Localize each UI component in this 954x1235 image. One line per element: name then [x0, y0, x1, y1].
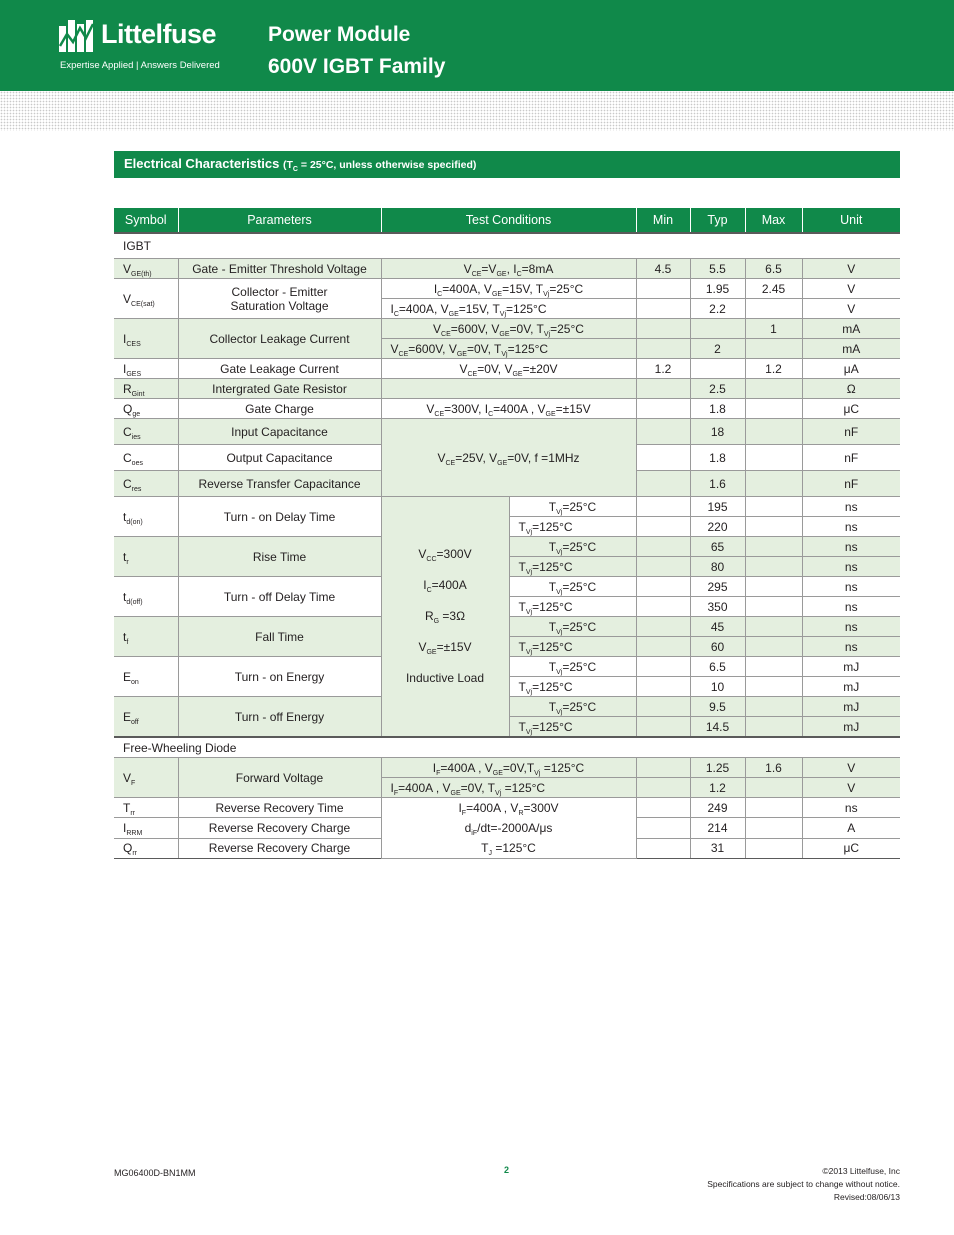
col-max: Max — [745, 208, 802, 233]
symbol-cell: $t_f$ — [114, 617, 178, 657]
unit-cell: A — [802, 818, 900, 838]
max-cell: 1.6 — [745, 758, 802, 778]
table-row — [114, 359, 900, 379]
unit-cell: ns — [802, 517, 900, 537]
unit-cell: ns — [802, 497, 900, 517]
unit-cell: μA — [802, 359, 900, 379]
igbt-label: IGBT — [114, 233, 900, 259]
condition-cell: $V_{CE}=300V$, $I_C=400A$ , $V_{GE}=\pm 15V$ — [381, 399, 636, 419]
unit-cell: mA — [802, 319, 900, 339]
col-typ: Typ — [690, 208, 745, 233]
max-cell: 1 — [745, 319, 802, 339]
unit-cell: V — [802, 758, 900, 778]
symbol-cell: $C_{res}$ — [114, 471, 178, 497]
min-cell — [636, 319, 690, 339]
unit-cell: ns — [802, 798, 900, 818]
typ-cell: 1.25 — [690, 758, 745, 778]
min-cell — [636, 379, 690, 399]
max-cell — [745, 838, 802, 858]
symbol-cell: $t_{d(on)}$ — [114, 497, 178, 537]
typ-cell: 1.8 — [690, 399, 745, 419]
unit-cell: Ω — [802, 379, 900, 399]
temp-cell: $T_{Vj}=125^\circ C$ — [509, 677, 636, 697]
min-cell — [636, 517, 690, 537]
typ-cell: 10 — [690, 677, 745, 697]
footer-notice — [707, 1165, 900, 1204]
symbol-cell: $E_{off}$ — [114, 697, 178, 738]
parameter-cell: Turn - off Energy — [178, 697, 381, 738]
symbol-cell: $R_{Gint}$ — [114, 379, 178, 399]
unit-cell: mJ — [802, 697, 900, 717]
parameter-cell: Input Capacitance — [178, 419, 381, 445]
col-unit: Unit — [802, 208, 900, 233]
unit-cell: μC — [802, 838, 900, 858]
symbol-cell: $Q_{rr}$ — [114, 838, 178, 858]
symbol-cell: $I_{CES}$ — [114, 319, 178, 359]
table-row — [114, 419, 900, 445]
min-cell — [636, 537, 690, 557]
symbol-cell: $Q_{ge}$ — [114, 399, 178, 419]
typ-cell: 295 — [690, 577, 745, 597]
page-title — [268, 19, 445, 83]
symbol-cell: $T_{rr}$ — [114, 798, 178, 818]
table-row — [114, 758, 900, 778]
min-cell — [636, 557, 690, 577]
min-cell: 1.2 — [636, 359, 690, 379]
parameter-cell: Gate Charge — [178, 399, 381, 419]
unit-cell: mA — [802, 339, 900, 359]
min-cell — [636, 778, 690, 798]
min-cell: 4.5 — [636, 259, 690, 279]
min-cell — [636, 597, 690, 617]
max-cell: 6.5 — [745, 259, 802, 279]
min-cell — [636, 399, 690, 419]
max-cell — [745, 577, 802, 597]
max-cell — [745, 399, 802, 419]
unit-cell: ns — [802, 617, 900, 637]
typ-cell: 1.2 — [690, 778, 745, 798]
section-header — [114, 151, 900, 178]
typ-cell: 65 — [690, 537, 745, 557]
dot-pattern-band — [0, 91, 954, 131]
typ-cell: 5.5 — [690, 259, 745, 279]
min-cell — [636, 279, 690, 299]
temp-cell: $T_{Vj}=125^\circ C$ — [509, 557, 636, 577]
typ-cell: 1.8 — [690, 445, 745, 471]
min-cell — [636, 758, 690, 778]
parameter-cell: Reverse Recovery Time — [178, 798, 381, 818]
table-row — [114, 379, 900, 399]
typ-cell: 1.95 — [690, 279, 745, 299]
unit-cell: ns — [802, 597, 900, 617]
min-cell — [636, 617, 690, 637]
max-cell — [745, 419, 802, 445]
max-cell — [745, 339, 802, 359]
max-cell — [745, 471, 802, 497]
condition-cell: $V_{CE}=600V$, $V_{GE}=0V$, $T_{Vj}=25^\circ C$ — [381, 319, 636, 339]
min-cell — [636, 299, 690, 319]
typ-cell: 2 — [690, 339, 745, 359]
unit-cell: V — [802, 279, 900, 299]
max-cell — [745, 717, 802, 738]
typ-cell: 6.5 — [690, 657, 745, 677]
max-cell — [745, 818, 802, 838]
typ-cell: 220 — [690, 517, 745, 537]
condition-cell: $I_C=400A$, $V_{GE}=15V$, $T_{Vj}=125^\circ C$ — [381, 299, 636, 319]
col-parameters: Parameters — [178, 208, 381, 233]
temp-cell: $T_{Vj}=25^\circ C$ — [509, 577, 636, 597]
typ-cell — [690, 359, 745, 379]
min-cell — [636, 577, 690, 597]
symbol-cell: $t_r$ — [114, 537, 178, 577]
typ-cell: 249 — [690, 798, 745, 818]
unit-cell: mJ — [802, 717, 900, 738]
min-cell — [636, 717, 690, 738]
parameter-cell: Reverse Recovery Charge — [178, 838, 381, 858]
max-cell — [745, 637, 802, 657]
condition-cell-capacitance: $V_{CE}=25V$, $V_{GE}=0V$, f =1MHz — [381, 419, 636, 497]
parameter-cell: Reverse Recovery Charge — [178, 818, 381, 838]
page-header — [0, 0, 954, 91]
page-number: 2 — [504, 1165, 510, 1175]
col-test-conditions: Test Conditions — [381, 208, 636, 233]
section-title-text: Electrical Characteristics — [124, 156, 280, 171]
max-cell — [745, 299, 802, 319]
table-row — [114, 319, 900, 339]
symbol-cell: $t_{d(off)}$ — [114, 577, 178, 617]
parameter-cell: Forward Voltage — [178, 758, 381, 798]
temp-cell: $T_{Vj}=125^\circ C$ — [509, 597, 636, 617]
parameter-cell: Intergrated Gate Resistor — [178, 379, 381, 399]
unit-cell: ns — [802, 537, 900, 557]
condition-cell — [381, 379, 636, 399]
unit-cell: ns — [802, 577, 900, 597]
parameter-cell: Rise Time — [178, 537, 381, 577]
typ-cell: 214 — [690, 818, 745, 838]
parameter-cell: Turn - off Delay Time — [178, 577, 381, 617]
table-row — [114, 399, 900, 419]
section-row-igbt — [114, 233, 900, 259]
unit-cell: mJ — [802, 677, 900, 697]
typ-cell: 2.2 — [690, 299, 745, 319]
min-cell — [636, 445, 690, 471]
parameter-cell: Gate Leakage Current — [178, 359, 381, 379]
unit-cell: mJ — [802, 657, 900, 677]
unit-cell: nF — [802, 445, 900, 471]
min-cell — [636, 838, 690, 858]
table-row — [114, 279, 900, 299]
table-header-row — [114, 208, 900, 233]
unit-cell: V — [802, 299, 900, 319]
section-condition: ($T_C = 25^\circ C$, unless otherwise specified) — [283, 159, 477, 173]
symbol-cell: $C_{oes}$ — [114, 445, 178, 471]
parameter-cell: Turn - on Delay Time — [178, 497, 381, 537]
symbol-cell: $V_{CE(sat)}$ — [114, 279, 178, 319]
brand-tagline: Expertise Applied | Answers Delivered — [60, 60, 220, 71]
max-cell — [745, 677, 802, 697]
electrical-characteristics-table — [114, 208, 900, 859]
littelfuse-logo-icon — [59, 20, 95, 52]
fwd-label: Free-Wheeling Diode — [114, 737, 900, 758]
typ-cell: 14.5 — [690, 717, 745, 738]
max-cell — [745, 445, 802, 471]
typ-cell — [690, 319, 745, 339]
condition-cell: $V_{CE}=0V$, $V_{GE}=\pm 20V$ — [381, 359, 636, 379]
max-cell: 2.45 — [745, 279, 802, 299]
typ-cell: 2.5 — [690, 379, 745, 399]
max-cell — [745, 497, 802, 517]
min-cell — [636, 818, 690, 838]
condition-cell: $I_C=400A$, $V_{GE}=15V$, $T_{Vj}=25^\circ C$ — [381, 279, 636, 299]
typ-cell: 1.6 — [690, 471, 745, 497]
temp-cell: $T_{Vj}=25^\circ C$ — [509, 697, 636, 717]
min-cell — [636, 657, 690, 677]
typ-cell: 45 — [690, 617, 745, 637]
temp-cell: $T_{Vj}=25^\circ C$ — [509, 617, 636, 637]
max-cell — [745, 657, 802, 677]
parameter-cell: Reverse Transfer Capacitance — [178, 471, 381, 497]
unit-cell: nF — [802, 419, 900, 445]
unit-cell: ns — [802, 557, 900, 577]
temp-cell: $T_{Vj}=125^\circ C$ — [509, 717, 636, 738]
typ-cell: 9.5 — [690, 697, 745, 717]
unit-cell: μC — [802, 399, 900, 419]
parameter-cell: Collector - Emitter Saturation Voltage — [178, 279, 381, 319]
min-cell — [636, 339, 690, 359]
typ-cell: 60 — [690, 637, 745, 657]
symbol-cell: $V_{GE(th)}$ — [114, 259, 178, 279]
title-line-1: Power Module — [268, 23, 411, 46]
typ-cell: 18 — [690, 419, 745, 445]
typ-cell: 80 — [690, 557, 745, 577]
max-cell — [745, 798, 802, 818]
parameter-cell: Fall Time — [178, 617, 381, 657]
max-cell — [745, 697, 802, 717]
max-cell — [745, 778, 802, 798]
condition-cell: $I_F=400A$ , $V_{GE}=0V$, $T_{Vj} =125^\circ C$ — [381, 778, 636, 798]
min-cell — [636, 798, 690, 818]
table-row — [114, 497, 900, 517]
unit-cell: ns — [802, 637, 900, 657]
parameter-cell: Output Capacitance — [178, 445, 381, 471]
unit-cell: V — [802, 259, 900, 279]
temp-cell: $T_{Vj}=125^\circ C$ — [509, 517, 636, 537]
max-cell — [745, 379, 802, 399]
max-cell — [745, 557, 802, 577]
condition-cell: $V_{CE}=600V$, $V_{GE}=0V$, $T_{Vj}=125^\circ C$ — [381, 339, 636, 359]
min-cell — [636, 697, 690, 717]
condition-cell-diode: $I_F=400A$ , $V_R=300V$ $d_{iF}/dt=-2000A/\mu s$ $T_J =125^\circ C$ — [381, 798, 636, 859]
symbol-cell: $I_{GES}$ — [114, 359, 178, 379]
table-row — [114, 259, 900, 279]
revision-date: Revised:08/06/13 — [833, 1192, 900, 1202]
min-cell — [636, 497, 690, 517]
typ-cell: 350 — [690, 597, 745, 617]
symbol-cell: $E_{on}$ — [114, 657, 178, 697]
symbol-cell: $I_{RRM}$ — [114, 818, 178, 838]
table-row — [114, 798, 900, 818]
unit-cell: nF — [802, 471, 900, 497]
typ-cell: 195 — [690, 497, 745, 517]
title-line-2: 600V IGBT Family — [268, 55, 446, 78]
max-cell — [745, 517, 802, 537]
section-title — [124, 156, 476, 171]
min-cell — [636, 419, 690, 445]
change-notice: Specifications are subject to change without notice. — [707, 1179, 900, 1189]
temp-cell: $T_{Vj}=25^\circ C$ — [509, 497, 636, 517]
max-cell — [745, 537, 802, 557]
col-symbol: Symbol — [114, 208, 178, 233]
col-min: Min — [636, 208, 690, 233]
symbol-cell: $C_{ies}$ — [114, 419, 178, 445]
brand-name: Littelfuse — [101, 19, 217, 49]
max-cell — [745, 597, 802, 617]
temp-cell: $T_{Vj}=125^\circ C$ — [509, 637, 636, 657]
typ-cell: 31 — [690, 838, 745, 858]
min-cell — [636, 471, 690, 497]
condition-cell: $I_F=400A$ , $V_{GE}=0V,T_{Vj} =125^\circ C$ — [381, 758, 636, 778]
section-row-fwd — [114, 737, 900, 758]
temp-cell: $T_{Vj}=25^\circ C$ — [509, 657, 636, 677]
parameter-cell: Turn - on Energy — [178, 657, 381, 697]
condition-cell: $V_{CE}=V_{GE}$, $I_C=8mA$ — [381, 259, 636, 279]
max-cell: 1.2 — [745, 359, 802, 379]
symbol-cell: $V_F$ — [114, 758, 178, 798]
copyright: ©2013 Littelfuse, Inc — [822, 1166, 900, 1176]
parameter-cell: Gate - Emitter Threshold Voltage — [178, 259, 381, 279]
min-cell — [636, 677, 690, 697]
condition-cell-switching: $V_{CC}=300V$ $I_C=400A$ $R_G =3\Omega$ $V_{GE}=\pm 15V$ Inductive Load — [381, 497, 509, 738]
min-cell — [636, 637, 690, 657]
unit-cell: V — [802, 778, 900, 798]
parameter-cell: Collector Leakage Current — [178, 319, 381, 359]
document-number: MG06400D-BN1MM — [114, 1168, 196, 1178]
max-cell — [745, 617, 802, 637]
temp-cell: $T_{Vj}=25^\circ C$ — [509, 537, 636, 557]
